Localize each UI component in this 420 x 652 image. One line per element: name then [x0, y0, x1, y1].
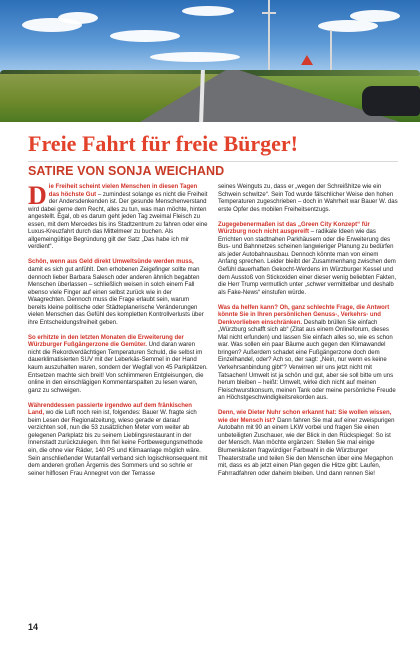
paragraph — [28, 259, 208, 327]
paragraph-body: Dann fahren Sie mal auf einer zweispurigen Autobahn mit 90 an einem LKW vorbei und fragen Sie einen unbeteiligten Zuschauer, wie der Blick in den Rückspiegel: So ist der Mensch. Man möchte ergänzen: Stellen Sie mal einige Blumenkästen fragwürdiger Farbwahl in die Würzburger Theaterstraße und teilen Sie den Menschen über eine Megaphon mit, dass es ab jetzt einen Plan gegen die Hitze gibt: Laufen, Fahrradfahren oder daheim bleiben. Und dann rennen Sie! — [218, 417, 395, 477]
paragraph-lead: Was da helfen kann? Oh, ganz schlechte Frage, die Antwort könnte Sie in Ihren persönlichen Genuss-, Verkehrs- und Denkvorlieben einschränken. — [218, 304, 390, 326]
paragraph-body: – zumindest solange es nicht die Freiheit der Andersdenkenden ist. Der gesunde Menschenverstand wird dabei gerne dem Recht, alles zu tun, was man möchte, hinten angestellt. Egal, ob es darum geht jeden Tag zweimal Fleisch zu essen, mit dem Mercedes bis ins Stadtzentrum zu fahren oder eine Luxus-Kreuzfahrt durch das Mittelmeer zu buchen. Als allgemeingültige Begründung gilt der Satz „Das habe ich mir verdient“. — [28, 191, 208, 251]
warning-sign-icon — [301, 55, 313, 65]
headline-divider — [28, 161, 398, 162]
paragraph-lead: Währenddessen passierte irgendwo auf dem fränkischen Land, — [28, 402, 192, 417]
paragraph-body: damit es sich gut anfühlt. Den erhobenen Zeigefinger sollte man dennoch lieber Barbara Salesch oder anderen ähnlich begabten Menschen überlassen – schließlich weisen in solch einem Fall ebenso viele Finger auf einen selbst zurück wie in der Waagrechten. Dennoch muss die Frage erlaubt sein, warum bereits kleine politische oder Städteplanerische Veränderungen vielen Menschen das Gefühl des kompletten Kontrollverlusts über ihre Entscheidungsfreiheit geben. — [28, 266, 204, 326]
paragraph-body: – radikale Ideen wie das Errichten von stadtnahen Parkhäusern oder die Erweiterung des Bus- und Bahnnetzes scheinen langwieriger Planung zu bedürfen als jeder Autobahnausbau. Dennoch könnte man von einem Anfang sprechen. Leider bleibt der Zusammenhang zwischen dem Gefühl dauerhaften Gekocht-Werdens im Würzburger Kessel und dem Ausstoß von Stickoxiden einer dieser wenig beliebten Fakten, die Herr Trump vermutlich unter „schwer vermittelbar und deshalb als Fake-News“ einstufen würde. — [218, 229, 397, 296]
paragraph-lead: ie Freiheit scheint vielen Menschen in diesen Tagen das höchste Gut — [48, 184, 198, 198]
paragraph-lead: Denn, wie Dieter Nuhr schon erkannt hat: Sie wollen wissen, wie der Mensch ist? — [218, 410, 392, 424]
article-headline: Freie Fahrt für freie Bürger! — [28, 131, 299, 156]
car — [362, 86, 420, 116]
article-column-right — [218, 184, 398, 486]
drop-cap: D — [28, 181, 47, 210]
paragraph-lead: Schön, wenn aus Geld direkt Umweltsünde werden muss, — [28, 259, 194, 266]
paragraph-body: Und daran waren nicht die Rekordverdächtigen Temperaturen Schuld, die selbst im dauerklimatisierten SUV mit der Leberkäs-Semmel in der Hand kaum auszuhalten waren, sondern der Wegfall von 45 Parkplätzen. Entsetzen machte sich breit! Von schlimmeren Entgleisungen, die online in den einschlägigen Kommentarspalten zu lesen waren, ganz zu schweigen. — [28, 342, 208, 394]
paragraph-lead: Zugegebenermaßen ist das „Green City Konzept“ für Würzburg noch nicht ausgereift — [218, 221, 370, 236]
paragraph-body: Deshalb brüllen Sie einfach „Würzburg schafft sich ab“ (Zitat aus einem Onlineforum, dieses Mal nicht erfunden) und lassen Sie einfach alles so, wie es schon war. Was sollen ein paar Bäume auch gegen den Klimawandel bringen? Außerdem schadet eine Fußgängerzone doch dem Einzelhandel, oder? Ach so, der sagt: „Nein, nur wenn es keine Verkehrsanbindung gibt“? Verwirren wir uns jetzt nicht mit Tatsachen! Umwelt ist ja schön und gut, aber sie soll bitte um uns herum bleiben – heißt: Umwelt, wirke dich nicht auf meinen Fleischwurstkonsum, meinen Tank oder meine persönliche Freude an Höchstgeschwindigkeitsrekorden aus. — [218, 319, 396, 402]
paragraph — [218, 410, 398, 478]
page-number: 14 — [28, 622, 39, 632]
paragraph — [218, 222, 398, 297]
paragraph-lead: So erhitzte in den letzten Monaten die Erweiterung der Würzburger Fußgängerzone die Gemüter. — [28, 334, 184, 349]
article-column-left — [28, 181, 208, 486]
header-photo-road — [0, 0, 420, 122]
paragraph — [218, 184, 398, 214]
paragraph — [218, 305, 398, 403]
paragraph — [28, 181, 208, 252]
article-byline: SATIRE VON SONJA WEICHAND — [28, 164, 225, 178]
paragraph-body: wo die Luft noch rein ist, folgendes: Bauer W. fragte sich beim Lesen der Regionalzeitung, wieso gerade er darauf verzichten soll, nun die 53 zusätzlichen Meter vom weiter ab gelegenen Parkplatz bis zu seinem Lieblingsrestaurant in der Innenstadt zurückzulegen. Ihm fiel keine Fortbewegungsmethode ein, die ohne vier Räder, 140 PS und Klimaanlage möglich wäre. Sein anschließender Wutanfall verband sich logischkonsequent mit dem anderen großen Ärgernis des Sommers und so schrie er seiner hilflosen Frau Annegret von der Terrasse — [28, 410, 208, 477]
paragraph — [28, 403, 208, 478]
paragraph — [28, 335, 208, 395]
paragraph-body: seines Weinguts zu, dass er „wegen der Schreißhitze wie ein Schwein schwitze“. Sein Tod wurde fälschlicher Weise den hohen Temperaturen zugeschrieben – doch in Wahrheit war Bauer W. das erste Opfer des mobilen Freiheitsentzugs. — [218, 184, 398, 213]
